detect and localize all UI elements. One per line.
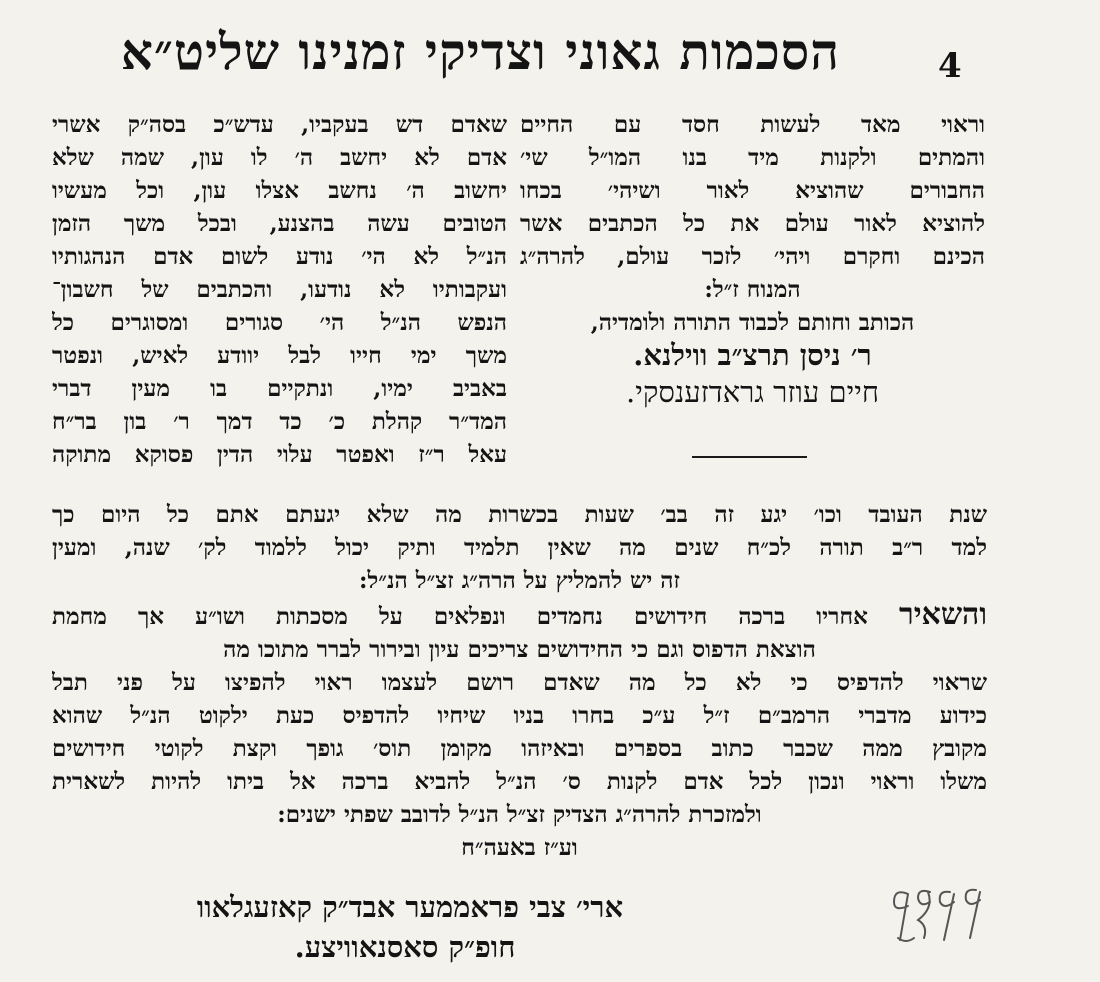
left-column-line: משך ימי חייו לבל יוודע לאיש, ונפטר xyxy=(52,342,507,369)
signature-name: ארי׳ צבי פראממער אבד״ק קאזעגלאוו xyxy=(196,890,624,924)
left-column-line: ועקבותיו לא נודעו, והכתבים של חשבון־ xyxy=(52,276,507,303)
body-line-lead xyxy=(52,597,987,633)
full-width-text xyxy=(52,498,987,864)
body-center-line: זה יש להמליץ על הרה״ג זצ״ל הנ״ל: xyxy=(359,567,680,594)
left-column-line: המד״ר קהלת כ׳ כד דמך ר׳ בון בר״ח xyxy=(52,408,507,435)
approbation-signer: חיים עוזר גראדזענסקי. xyxy=(626,375,879,409)
left-column-line: שאדם דש בעקביו, עדש״כ בסה״ק אשרי xyxy=(52,111,507,138)
left-column-line: הנפש הנ״ל הי׳ סגורים ומסוגרים כל xyxy=(52,309,507,336)
approbation-sign-line: הכותב וחותם לכבוד התורה ולומדיה, xyxy=(590,309,915,336)
body-center-line: ולמזכרת להרה״ג הצדיק זצ״ל הנ״ל לדובב שפתי ישנים: xyxy=(277,801,762,828)
left-column-line: הטובים עשה בהצנע, ובכל משך הזמן xyxy=(52,210,507,237)
body-center-line: וע״ז באעה״ח xyxy=(461,834,578,861)
approbation-date: ר׳ ניסן תרצ״ב ווילנא. xyxy=(633,339,872,372)
left-column-line: עאל ר״ז ואפטר עלוי הדין פסוקא מתוקה xyxy=(52,441,507,468)
handwritten-mark xyxy=(880,876,1010,956)
body-line: שנת העובד וכו׳ יגע זה בב׳ שעות בכשרות מה שלא יגעתם אתם כל היום כך xyxy=(52,501,987,528)
left-column xyxy=(52,108,507,471)
body-line: כידוע מדברי הרמב״ם ז״ל ע״כ בחרו בניו שיחיו להדפיס כעת ילקוט הנ״ל שהוא xyxy=(52,702,987,729)
left-column-line: יחשוב ה׳ נחשב אצלו עון, וכל מעשיו xyxy=(52,177,507,204)
body-line: משלו וראוי ונכון לכל אדם לקנות ס׳ הנ״ל להביא ברכה אל ביתו להיות לשארית xyxy=(52,768,987,795)
body-line: מקובץ ממה שכבר כתוב בספרים ובאיזהו מקומן תוס׳ גופך וקצת לקוטי חידושים xyxy=(52,735,987,762)
right-column-line: להוציא לאור עולם את כל הכתבים אשר xyxy=(520,210,985,237)
body-center-line: הוצאת הדפוס וגם כי החידושים צריכים עיון ובירור לברר מתוכו מה xyxy=(223,636,816,663)
lead-rest: אחריו ברכה חידושים נחמדים ונפלאים על מסכתות ושו״ע אך מחמת xyxy=(52,603,868,630)
signature-place: חופ״ק סאסנאוויצע. xyxy=(294,930,516,964)
page-number: 4 xyxy=(938,46,962,86)
left-column-line: הנ״ל לא הי׳ נודע לשום אדם הנהגותיו xyxy=(52,243,507,270)
right-column-line: החבורים שהוציא לאור ושיהי׳ בכחו xyxy=(520,177,985,204)
right-column-center-line: המנוח ז״ל: xyxy=(704,276,801,303)
lead-word: והשאיר xyxy=(898,597,987,632)
left-column-line: אדם לא יחשב ה׳ לו עון, שמה שלא xyxy=(52,144,507,171)
right-column-line: והמתים ולקנות מיד בנו המו״ל שי׳ xyxy=(520,144,985,171)
right-column xyxy=(520,108,985,412)
left-column-line: באביב ימיו, ונתקיים בו מעין דברי xyxy=(52,375,507,402)
section-divider xyxy=(692,456,807,458)
body-line: שראוי להדפיס כי לא כל מה שאדם רושם לעצמו ראוי להפיצו על פני תבל xyxy=(52,669,987,696)
page-title: הסכמות גאוני וצדיקי זמנינו שליט״א xyxy=(120,22,840,81)
right-column-line: הכינם וחקרם ויהי׳ לזכר עולם, להרה״ג xyxy=(520,243,985,270)
body-line: למד ר״ב תורה לכ״ח שנים מה שאין תלמיד ותיק יכול ללמוד לק׳ שנה, ומעין xyxy=(52,534,987,561)
right-column-line: וראוי מאד לעשות חסד עם החיים xyxy=(520,111,985,138)
